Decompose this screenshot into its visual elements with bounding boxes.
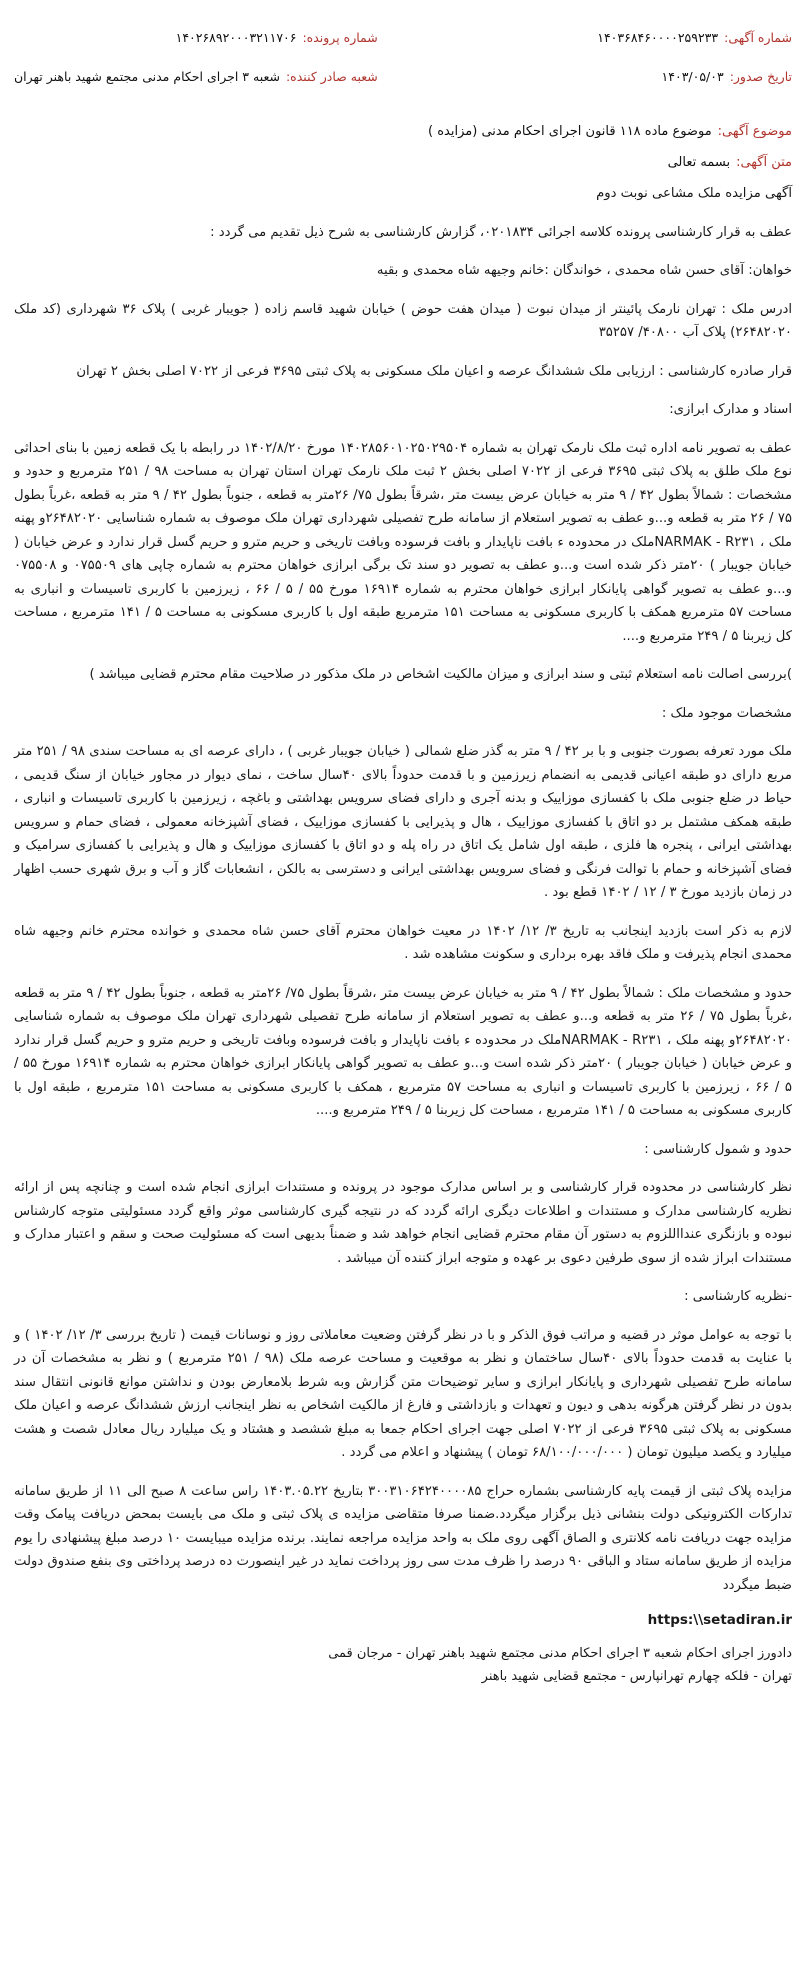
branch-value: شعبه ۳ اجرای احکام مدنی مجتمع شهید باهنر تهران — [14, 69, 280, 84]
paragraph-boundaries: حدود و مشخصات ملک : شمالاً بطول ۴۲ / ۹ متر به خیابان عرض بیست متر ،شرقاً بطول ۷۵/ ۲۶متر به قطعه ، جنوباً بطول ۴۲ / ۹ متر به قطعه ،غرباً بطول ۷۵ / ۲۶ متر به قطعه و...و عطف به تصویر استعلام از سامانه طرح تفصیلی شهرداری تهران ملک موصوف به شماره شناسایی ۲۶۴۸۲۰۲۰و پهنه ملک ، NARMAK - R۲۳۱ملک در محدوده ء بافت ناپایدار و بافت فرسوده وبافت تاریخی و حریم مترو و حریم گسل قرار ندارد و عرض خیابان ( خیابان جویبار ) ۲۰متر ذکر شده است و...و عطف به تصویر گواهی پایانکار ابرازی خواهان محترم به شماره ۱۶۹۱۴ مورخ ۵۵ / ۵ / ۶۶ ، زیرزمین با کاربری تاسیسات و انباری به مساحت ۵۷ مترمربع ، همکف با کاربری مسکونی به مساحت ۱۵۱ مترمربع ، طبقه اول با کاربری مسکونی به مساحت ۵ / ۱۴۱ مترمربع ، مساحت کل زیربنا ۵ / ۲۴۹ مترمربع و.... — [14, 985, 793, 1118]
paragraph-documents: عطف به تصویر نامه اداره ثبت ملک نارمک تهران به شماره ۱۴۰۲۸۵۶۰۱۰۲۵۰۲۹۵۰۴ مورخ ۱۴۰۲/۸/۲۰ در رابطه با یک قطعه زمین با بنای احداثی نوع ملک طلق به پلاک ثبتی ۳۶۹۵ فرعی از ۷۰۲۲ اصلی بخش ۲ ثبت ملک نارمک تهران استان تهران به مساحت ۹۸ / ۲۵۱ مترمربع و حدود و مشخصات : شمالاً بطول ۴۲ / ۹ متر به خیابان عرض بیست متر ،شرقاً بطول ۷۵/ ۲۶متر به قطعه ، جنوباً بطول ۴۲ / ۹ متر به قطعه ،غرباً بطول ۷۵ / ۲۶ متر به قطعه و...و عطف به تصویر استعلام از سامانه طرح تفصیلی شهرداری تهران ملک موصوف به شماره شناسایی ۲۶۴۸۲۰۲۰و پهنه ملک ، NARMAK - R۲۳۱ملک در محدوده ء بافت ناپایدار و بافت فرسوده وبافت تاریخی و حریم مترو و حریم گسل قرار ندارد و عرض خیابان ( خیابان جویبار ) ۲۰متر ذکر شده است و...و عطف به تصویر دو سند تک برگی ابرازی خواهان محترم به شماره چاپی های ۰۷۵۵۰۹ و ۰۷۵۵۰۸ و...و عطف به تصویر گواهی پایانکار ابرازی خواهان محترم به شماره ۱۶۹۱۴ مورخ ۵۵ / ۵ / ۶۶ ، زیرزمین با کاربری تاسیسات و انباری به مساحت ۵۷ مترمربع همکف با کاربری مسکونی به مساحت ۱۵۱ مترمربع طبقه اول با کاربری مسکونی به مساحت ۵ / ۱۴۱ مترمربع ، مساحت کل زیربنا ۵ / ۲۴۹ مترمربع و.... — [14, 440, 793, 644]
case-number — [14, 30, 378, 45]
ad-number — [597, 30, 792, 45]
issue-date-value: ۱۴۰۳/۰۵/۰۳ — [661, 69, 724, 84]
subject-label: موضوع آگهی: — [717, 124, 792, 139]
paragraph-visit: لازم به ذکر است بازدید اینجانب به تاریخ ۳/ ۱۲/ ۱۴۰۲ در معیت خواهان محترم آقای حسن شاه محمدی و خوانده محترم خانم وجیهه شاه محمدی انجام پذیرفت و ملک فاقد بهره برداری و سکونت مشاهده شد . — [14, 923, 792, 962]
text-intro: بسمه تعالی — [667, 155, 731, 170]
paragraph-parties: خواهان: آقای حسن شاه محمدی ، خواندگان :خانم وجیهه شاه محمدی و بقیه — [376, 263, 792, 278]
issuing-branch — [14, 69, 378, 84]
case-number-label: شماره پرونده: — [302, 30, 378, 45]
paragraph-reference: عطف به قرار کارشناسی پرونده کلاسه اجرائی ۰۲۰۱۸۳۴، گزارش کارشناسی به شرح ذیل تقدیم می گردد : — [210, 224, 792, 240]
issue-date — [597, 69, 792, 84]
issue-date-label: تاریخ صدور: — [729, 69, 792, 84]
paragraph-scope: نظر کارشناسی در محدوده قرار کارشناسی و بر اساس مدارک موجود در پرونده و مستندات ابرازی انجام شده است و چنانچه پس از ارائه نظریه کارشناسی مدارک و مستندات و اطلاعات دیگری ارائه گردد که در نتیجه گیری کارشناسی موثر واقع گردد مسئولیتی متوجه کارشناس نبوده و بازنگری عندااللزوم به دستور آن مقام محترم قضایی انجام خواهد شد و ضمناً بدیهی است که مسئولیت صحت و سقم و اعتبار مدارک و مستندات ابراز شده از سوی طرفین دعوی بر عهده و متوجه ابراز کننده آن میباشد . — [14, 1180, 792, 1266]
heading-property-specs: مشخصات موجود ملک : — [661, 705, 792, 721]
meta-right — [597, 30, 792, 84]
paragraph-verification: )بررسی اصالت نامه استعلام ثبتی و سند ابرازی و میزان مالکیت اشخاص در ملک مذکور در صلاحیت مقام محترم قضایی میباشد ) — [89, 667, 792, 682]
paragraph-address: ادرس ملک : تهران نارمک پائینتر از میدان نبوت ( میدان هفت حوض ) خیابان شهید قاسم زاده ( جویبار غربی ) پلاک ۳۶ شهرداری (کد ملک ۲۶۴۸۲۰۲۰) پلاک آب ۴۰۸۰۰/ ۳۵۲۵۷ — [14, 301, 792, 340]
meta-left — [14, 30, 378, 84]
paragraph-opinion: با توجه به عوامل موثر در قضیه و مراتب فوق الذکر و با در نظر گرفتن وضعیت معاملاتی روز و نوسانات قیمت ( تاریخ بررسی ۳/ ۱۲/ ۱۴۰۲ ) و با عنایت به قدمت حدوداً بالای ۴۰سال ساختمان و نظر به موقعیت و مساحت عرصه ملک (۹۸ / ۲۵۱ مترمربع ) و نظر به مشخصات آن در سامانه طرح تفصیلی شهرداری و پایانکار ابرازی و سایر توضیحات متن گزارش وبه شرط بلامعارض بودن و نداشتن موانع قانونی انتقال سند بدون در نظر گرفتن هرگونه بدهی و دیون و تعهدات و بازداشتی و فارغ از مالکیت اشخاص به نظر اینجانب ارزش ششدانگ عرصه و اعیان ملک مسکونی به پلاک ثبتی ۳۶۹۵ فرعی از ۷۰۲۲ اصلی جهت اجرای احکام جمعا به مبلغ ششصد و هشتاد و یک میلیارد ریال معادل شصت و هشت میلیارد و یکصد میلیون تومان ( ۶۸/۱۰۰/۰۰۰/۰۰۰ تومان ) پیشنهاد و اعلام می گردد . — [14, 1327, 793, 1460]
notice-text-header — [14, 155, 792, 170]
ad-number-value: ۱۴۰۳۶۸۴۶۰۰۰۰۲۵۹۲۳۳ — [597, 30, 719, 45]
paragraph-property-specs: ملک مورد تعرفه بصورت جنوبی و با بر ۴۲ / ۹ متر به گذر ضلع شمالی ( خیابان جویبار غربی ) ، دارای عرصه ای به مساحت سندی ۹۸ / ۲۵۱ متر مربع دارای دو طبقه اعیانی قدیمی به انضمام زیرزمین و با قدمت حدوداً بالای ۴۰سال ساخت ، نمای دیوار در مجاور خیابان از سنگ قدیمی ، حیاط در ضلع جنوبی ملک با کفسازی موزاییک و بدنه آجری و دارای فضای سرویس بهداشتی و باغچه ، زیرزمین با کاربری تاسیسات و انباری ، طبقه همکف مشتمل بر دو اتاق با کفسازی موزاییک ، هال و پذیرایی با کفسازی موزاییک ، فضای آشپزخانه معمولی ، فضای حمام و سرویس بهداشتی ایرانی ، پنجره ها فلزی ، طبقه اول شامل یک اتاق در راه پله و دو اتاق با کفسازی موزاییک و هال و پذیرایی با کفسازی سرامیک و فضای آشپزخانه و حمام با توالت فرنگی و فضای سرویس بهداشتی ایرانی و دسترسی به بالکن ، انشعابات گاز و آب و برق شهری حسب اظهار در زمان بازدید مورخ ۳ / ۱۲ / ۱۴۰۲ قطع بود . — [14, 744, 793, 900]
notice-body — [14, 182, 792, 1597]
setadiran-link[interactable]: https:\\setadiran.ir — [647, 1612, 792, 1628]
text-label: متن آگهی: — [736, 155, 792, 170]
heading-opinion: -نظریه کارشناسی : — [684, 1289, 792, 1304]
notice-meta — [14, 30, 792, 106]
footer-address: تهران - فلکه چهارم تهرانپارس - مجتمع قضایی شهید باهنر — [481, 1669, 792, 1684]
heading-documents: اسناد و مدارک ابرازی: — [669, 402, 792, 417]
footer-officer: دادورز اجرای احکام شعبه ۳ اجرای احکام مدنی مجتمع شهید باهنر تهران - مرجان قمی — [328, 1646, 792, 1661]
ad-number-label: شماره آگهی: — [724, 30, 792, 45]
notice-footer — [14, 1642, 792, 1688]
paragraph-auction: مزایده پلاک ثبتی از قیمت پایه کارشناسی بشماره حراج ۳۰۰۳۱۰۶۴۲۴۰۰۰۰۸۵ بتاریخ ۱۴۰۳.۰۵.۲۲ راس ساعت ۸ صبح الی ۱۱ از طریق سامانه تدارکات الکترونیکی دولت بنشانی ذیل برگزار میگردد.ضمنا صرفا متقاضی مزایده ی پلاک ثبتی و ملک می بایست بمحض دریافت پیامک وقت مزایده جهت دریافت نامه کلانتری و الصاق آگهی روی ملک به واحد مزایده مراجعه نمایند. برنده مزایده میبایست ۱۰ درصد مبلغ پیشنهادی را یوم مزایده از طریق سامانه ستاد و الباقی ۹۰ درصد را ظرف مدت سی روز پرداخت نماید در غیر اینصورت ده درصد پرداختی وی بنفع صندوق دولت ضبط میگردد — [14, 1483, 793, 1593]
subject-value: موضوع ماده ۱۱۸ قانون اجرای احکام مدنی (مزایده ) — [428, 124, 712, 139]
branch-label: شعبه صادر کننده: — [285, 69, 378, 84]
heading-scope: حدود و شمول کارشناسی : — [644, 1141, 792, 1157]
notice-subject — [14, 124, 792, 139]
paragraph-order: قرار صادره کارشناسی : ارزیابی ملک ششدانگ عرصه و اعیان ملک مسکونی به پلاک ثبتی ۳۶۹۵ فرعی از ۷۰۲۲ اصلی بخش ۲ تهران — [76, 363, 792, 379]
paragraph-title: آگهی مزایده ملک مشاعی نوبت دوم — [596, 186, 792, 201]
case-number-value: ۱۴۰۲۶۸۹۲۰۰۰۳۲۱۱۷۰۶ — [175, 30, 297, 45]
